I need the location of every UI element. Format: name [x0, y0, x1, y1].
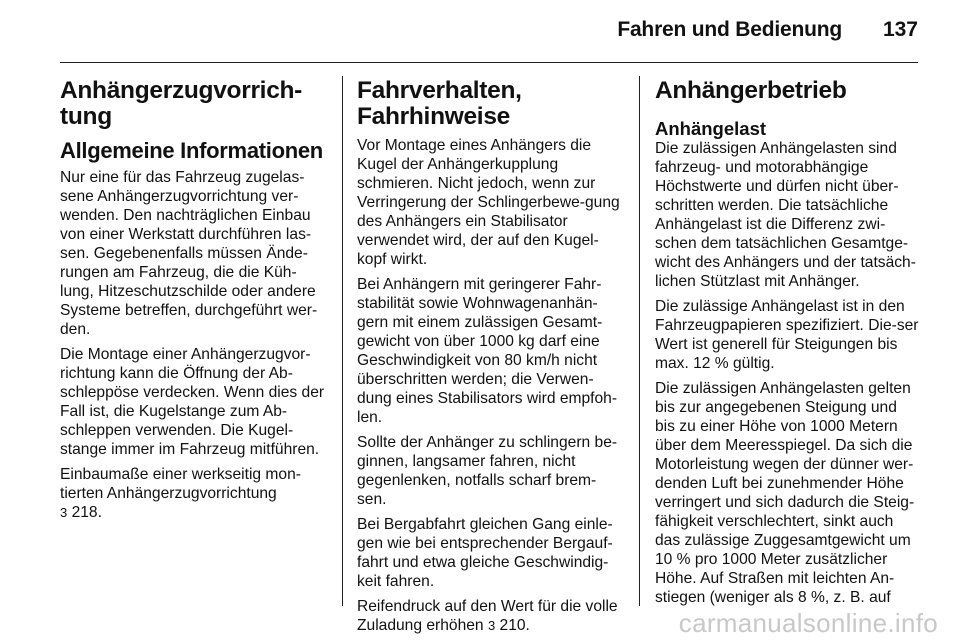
- header-title: Fahren und Bedienung: [617, 18, 842, 41]
- section-title: Fahrverhalten, Fahrhinweise: [357, 77, 522, 130]
- paragraph: Vor Montage eines Anhängers die Kugel der Anhängerkupplung schmieren. Nicht jedoch, wenn zur Verringerung der Schlingerbewe-gung des Anhängers ein Stabilisator verwendet wird, der auf den Kugel-kopf wirkt.: [357, 137, 620, 268]
- paragraph: Nur eine für das Fahrzeug zugelas-sene Anhängerzugvorrichtung ver-wenden. Den nachträglichen Einbau von einer Werkstatt durchführen las-sen. Gegebenenfalls müssen Ände-rungen am Fahrzeug, die die Küh-lung, Hitzeschutzschilde oder andere Systeme betreffen, durchgeführt wer-den.: [60, 169, 318, 338]
- paragraph: Bei Anhängern mit geringerer Fahr-stabilität sowie Wohnwagenanhän-gern mit einem zulässigen Gesamt-gewicht von über 1000 kg darf eine Geschwindigkeit von 80 km/h nicht überschritten werden; die Verwen-dung eines Stabilisators wird empfoh-len.: [357, 276, 618, 426]
- page-ref-arrow-icon: 3: [487, 618, 496, 633]
- paragraph: Reifendruck auf den Wert für die volle Zuladung erhöhen 3 210.: [357, 598, 618, 634]
- page-reference-link[interactable]: 218.: [71, 504, 102, 521]
- column-2: [357, 76, 622, 641]
- paragraph: Die zulässigen Anhängelasten gelten bis zur angegebenen Steigung und bis zu einer Höhe von 1000 Metern über dem Meeresspiegel. Da sich die Motorleistung wegen der dünner wer-denden Luft bei zunehmender Höhe verringert und sich dadurch die Steig-fähigkeit verschlechtert, sinkt auch das zulässige Zuggesamtgewicht um 10 % pro 1000 Meter zusätzlicher Höhe. Auf Straßen mit leichten An-stiegen (weniger als 8 %, z. B. auf: [655, 380, 915, 606]
- column-1: [60, 76, 330, 528]
- page-ref-arrow-icon: 3: [60, 505, 68, 520]
- paragraph: Die zulässige Anhängelast ist in den Fahrzeugpapieren spezifiziert. Die-ser Wert ist generell für Steigungen bis max. 12 % gültig.: [655, 298, 919, 372]
- page-reference-link[interactable]: 210.: [499, 617, 530, 634]
- paragraph: Die Montage einer Anhängerzugvor-richtung kann die Öffnung der Ab-schleppöse verdecken. Wenn dies der Fall ist, die Kugelstange zum Ab-schleppen verwenden. Die Kugel-stange immer im Fahrzeug mitführen.: [60, 346, 325, 458]
- column-3: [655, 76, 921, 613]
- section-title: Anhängerzugvorrich- tung: [60, 77, 303, 130]
- paragraph: Sollte der Anhänger zu schlingern be-ginnen, langsamer fahren, nicht gegenlenken, notfalls scharf brem-sen.: [357, 434, 618, 508]
- column-divider-2: [639, 76, 640, 606]
- section-title: Anhängerbetrieb: [655, 77, 847, 104]
- page-header: [60, 0, 918, 63]
- section-subtitle: Allgemeine Informationen: [60, 138, 323, 163]
- watermark: carmanualsonline.info: [678, 608, 938, 638]
- page-number: 137: [882, 18, 918, 41]
- section-subtitle: Anhängelast: [655, 118, 767, 139]
- paragraph: Bei Bergabfahrt gleichen Gang einle-gen wie bei entsprechender Bergauf-fahrt und etwa gleiche Geschwindig-keit fahren.: [357, 516, 613, 590]
- paragraph: Einbaumaße einer werkseitig mon-tierten Anhängerzugvorrichtung 3 218.: [60, 466, 301, 521]
- paragraph: Die zulässigen Anhängelasten sind fahrzeug- und motorabhängige Höchstwerte und dürfen nicht über-schritten werden. Die tatsächliche Anhängelast ist die Differenz zwi-schen dem tatsächlichen Gesamtge-wicht des Anhängers und der tatsäch-lichen Stützlast mit Anhänger.: [655, 140, 916, 290]
- column-divider-1: [342, 76, 343, 606]
